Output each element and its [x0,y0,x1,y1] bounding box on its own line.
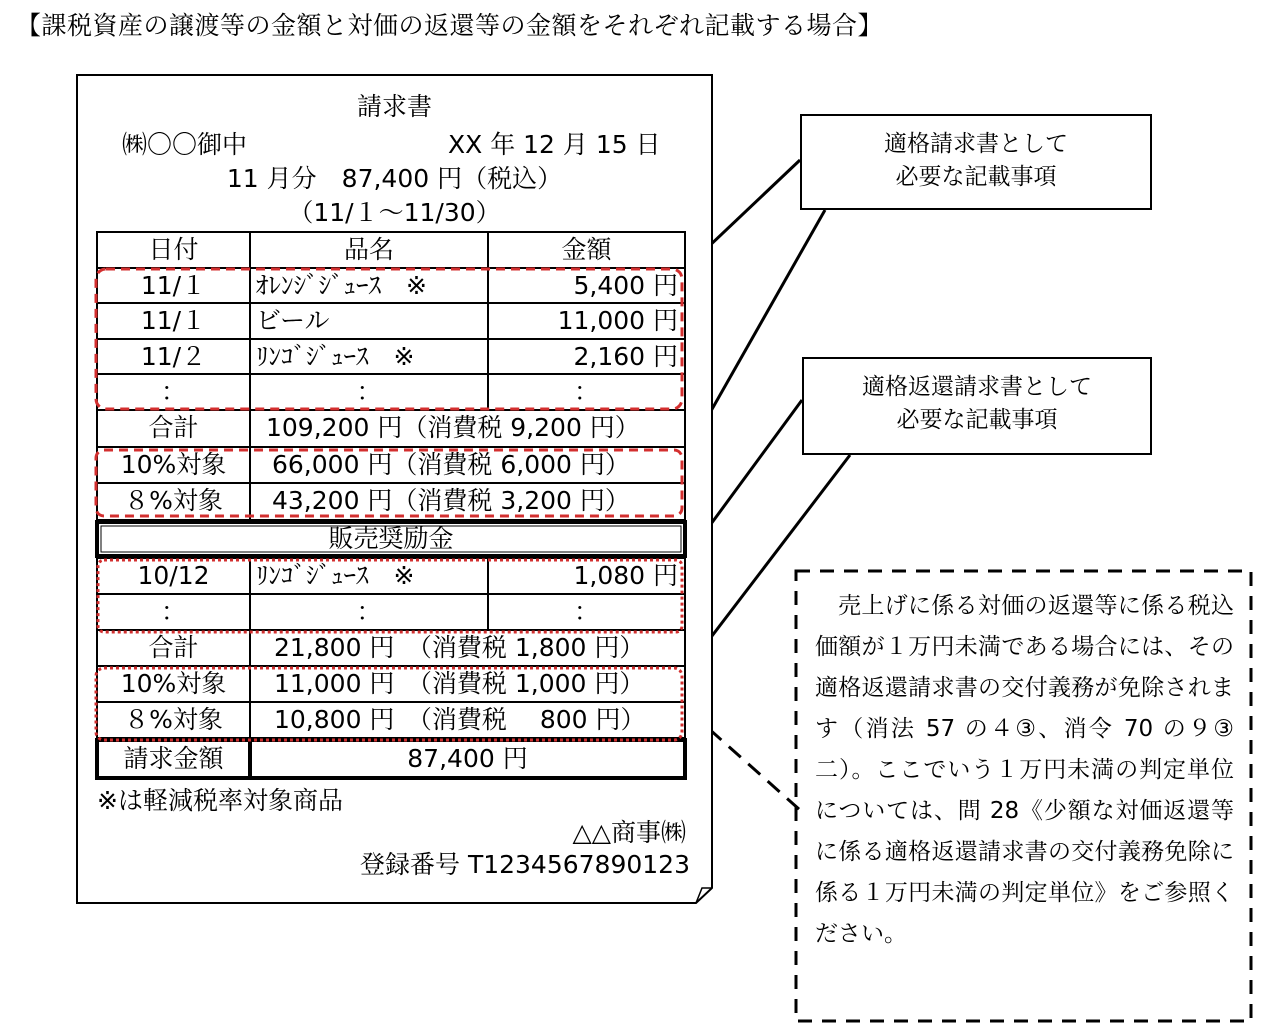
rebate-row-amount: ： [573,597,599,626]
billing-value: 87,400 円 [407,744,528,773]
rebate-tax-value-10: 11,000 円 （消費税 1,000 円） [274,669,645,698]
invoice-period: （11/１～11/30） [288,198,501,227]
sales-row-amount: 2,160 円 [573,342,678,371]
sales-row-item: ビール [256,306,330,335]
sales-tax-value-10: 66,000 円（消費税 6,000 円） [272,450,630,479]
rebate-total-value: 21,800 円 （消費税 1,800 円） [274,633,645,662]
rebate-tax-label-8: ８%対象 [124,705,223,734]
page-title: 【課税資産の譲渡等の金額と対価の返還等の金額をそれぞれ記載する場合】 [16,11,884,40]
billing-label: 請求金額 [123,744,224,773]
column-header-amount: 金額 [561,235,612,264]
sales-row-date: 11/２ [140,342,207,371]
invoice-issuer: △△商事㈱ [572,818,686,847]
callout-qualified-return-line1: 適格返還請求書として [862,374,1092,400]
sales-tax-label-10: 10%対象 [120,450,227,479]
rebate-row-item: ： [356,597,382,626]
sales-tax-value-8: 43,200 円（消費税 3,200 円） [272,486,630,515]
sales-row-date: 11/１ [140,271,207,300]
invoice-addressee: ㈱〇〇御中 [122,130,248,159]
sales-row-amount: ： [573,377,599,406]
sales-row-amount: 5,400 円 [573,271,678,300]
exemption-note [795,570,1252,1022]
sales-total-label: 合計 [148,413,199,442]
invoice-footnote: ※は軽減税率対象商品 [97,786,343,815]
sales-row-item: ： [356,377,382,406]
callout-qualified-invoice-line2: 必要な記載事項 [895,164,1057,190]
sales-row-amount: 11,000 円 [557,306,678,335]
invoice-document [76,74,713,904]
rebate-tax-value-8: 10,800 円 （消費税 800 円） [274,705,646,734]
exemption-note-text: 売上げに係る対価の返還等に係る税込価額が１万円未満である場合には、その適格返還請求書の交付義務が免除されます（消法 57 の４③、消令 70 の９③二）。ここでいう１万円未満の判定単位については、問 28《少額な対価返還等に係る適格返還請求書の交付義務免除に係る１万円未満の判定単位》をご参照ください。 [815,593,1234,947]
invoice-summary: 11 月分 87,400 円（税込） [226,164,563,193]
column-header-date: 日付 [148,235,199,264]
invoice-title: 請求書 [356,92,432,121]
rebate-row-date: ： [160,597,186,626]
sales-tax-label-8: ８%対象 [124,486,223,515]
rebate-row-item: ﾘﾝｺﾞｼﾞｭｰｽ ※ [256,561,415,590]
sales-row-item: ﾘﾝｺﾞｼﾞｭｰｽ ※ [256,342,415,371]
sales-row-item: ｵﾚﾝｼﾞｼﾞｭｰｽ ※ [256,271,427,300]
column-header-item: 品名 [343,235,394,264]
invoice-registration: 登録番号 T1234567890123 [360,850,690,879]
sales-total-value: 109,200 円（消費税 9,200 円） [266,413,640,442]
sales-row-date: ： [160,377,186,406]
sales-row-date: 11/１ [140,306,207,335]
callout-qualified-return-line2: 必要な記載事項 [896,407,1058,433]
rebate-row-amount: 1,080 円 [573,561,678,590]
invoice-date: XX 年 12 月 15 日 [448,130,661,159]
callout-qualified-return [802,357,1152,455]
callout-qualified-invoice-line1: 適格請求書として [884,131,1068,157]
rebate-header: 販売奨励金 [328,524,454,553]
callout-qualified-invoice [800,114,1152,210]
rebate-row-date: 10/12 [137,561,210,590]
rebate-tax-label-10: 10%対象 [120,669,227,698]
rebate-total-label: 合計 [148,633,199,662]
